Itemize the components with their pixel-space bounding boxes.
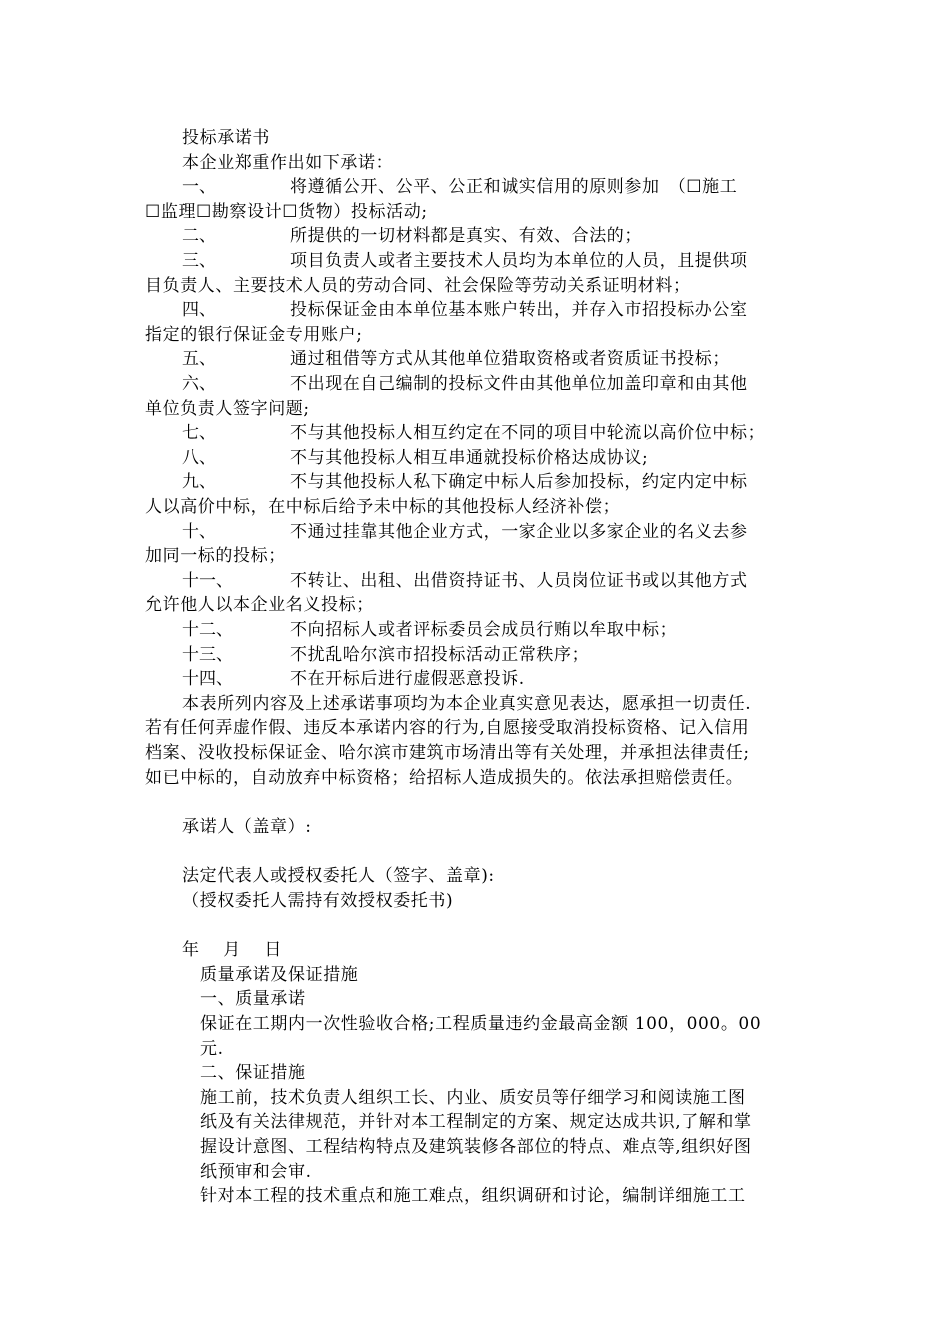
item-number: 四、: [182, 300, 216, 321]
item-number: 六、: [182, 374, 216, 394]
representative-label: 法定代表人或授权委托人（签字、盖章):: [182, 866, 495, 887]
item-text: 不扰乱哈尔滨市招投标活动正常秩序；: [290, 644, 590, 665]
quality-section-2-line: 握设计意图、工程结构特点及建筑装修各部位的特点、难点等,组织好图: [200, 1137, 752, 1157]
quality-section-2-line: 纸及有关法律规范，并针对本工程制定的方案、规定达成共识,了解和掌: [200, 1112, 752, 1133]
item-text: 不与其他投标人相互约定在不同的项目中轮流以高价位中标；: [290, 423, 766, 444]
item-text: 不与其他投标人私下确定中标人后参加投标，约定内定中标: [290, 472, 748, 493]
representative-note: （授权委托人需持有效授权委托书): [182, 891, 454, 911]
item-number: 八、: [182, 447, 216, 468]
letter-title: 投标承诺书: [182, 128, 270, 148]
quality-title: 质量承诺及保证措施: [200, 964, 359, 985]
item-number: 十、: [182, 521, 216, 542]
item-number: 九、: [182, 472, 216, 493]
quality-section-2-line: 针对本工程的技术重点和施工难点，组织调研和讨论，编制详细施工工: [200, 1186, 746, 1207]
item-number: 七、: [182, 423, 216, 444]
item-text: 加同一标的投标；: [145, 546, 286, 567]
item-text: 目负责人、主要技术人员的劳动合同、社会保险等劳动关系证明材料；: [145, 275, 691, 296]
closing-paragraph-line: 档案、没收投标保证金、哈尔滨市建筑市场清出等有关处理，并承担法律责任;: [145, 743, 750, 763]
item-text: 所提供的一切材料都是真实、有效、合法的；: [290, 226, 642, 247]
item-text: 允许他人以本企业名义投标；: [145, 595, 374, 616]
item-text: 项目负责人或者主要技术人员均为本单位的人员，且提供项: [290, 251, 748, 271]
quality-section-1-line: 元.: [200, 1038, 224, 1059]
item-text: 单位负责人签字问题;: [145, 398, 310, 419]
item-number: 五、: [182, 349, 216, 370]
letter-intro: 本企业郑重作出如下承诺：: [182, 152, 394, 173]
date-line: 年 月 日: [182, 940, 283, 961]
item-number: 三、: [182, 251, 216, 271]
item-text: 通过租借等方式从其他单位猎取资格或者资质证书投标；: [290, 349, 730, 370]
quality-section-1-line: 保证在工期内一次性验收合格;工程质量违约金最高金额 100，000。00: [200, 1014, 762, 1034]
item-number: 二、: [182, 226, 216, 247]
item-number: 一、: [182, 177, 216, 198]
closing-paragraph-line: 本表所列内容及上述承诺事项均为本企业真实意见表达，愿承担一切责任.: [182, 693, 752, 714]
item-text: ☐监理☐勘察设计☐货物）投标活动;: [145, 201, 428, 222]
item-number: 十二、: [182, 620, 233, 640]
signer-label: 承诺人（盖章）:: [182, 817, 312, 838]
item-text: 人以高价中标，在中标后给予未中标的其他投标人经济补偿；: [145, 497, 621, 517]
item-text: 不向招标人或者评标委员会成员行贿以牟取中标；: [290, 620, 678, 640]
closing-paragraph-line: 如已中标的，自动放弃中标资格；给招标人造成损失的。依法承担赔偿责任。: [145, 767, 744, 788]
item-text: 不转让、出租、出借资持证书、人员岗位证书或以其他方式: [290, 570, 748, 591]
item-text: 投标保证金由本单位基本账户转出，并存入市招投标办公室: [290, 300, 748, 321]
item-number: 十四、: [182, 669, 233, 690]
quality-section-2-heading: 二、保证措施: [200, 1063, 306, 1084]
closing-paragraph-line: 若有任何弄虚作假、违反本承诺内容的行为,自愿接受取消投标资格、记入信用: [145, 718, 750, 739]
item-text: 指定的银行保证金专用账户;: [145, 324, 363, 345]
item-text: 将遵循公开、公平、公正和诚实信用的原则参加 （☐施工: [290, 177, 738, 198]
item-text: 不出现在自己编制的投标文件由其他单位加盖印章和由其他: [290, 374, 748, 394]
quality-section-2-line: 施工前，技术负责人组织工长、内业、质安员等仔细学习和阅读施工图: [200, 1087, 746, 1108]
item-number: 十三、: [182, 644, 233, 665]
quality-section-2-line: 纸预审和会审.: [200, 1161, 312, 1182]
quality-section-1-heading: 一、质量承诺: [200, 989, 306, 1010]
item-text: 不与其他投标人相互串通就投标价格达成协议;: [290, 447, 649, 468]
item-number: 十一、: [182, 570, 233, 591]
item-text: 不通过挂靠其他企业方式，一家企业以多家企业的名义去参: [290, 521, 748, 542]
item-text: 不在开标后进行虚假恶意投诉.: [290, 669, 525, 690]
